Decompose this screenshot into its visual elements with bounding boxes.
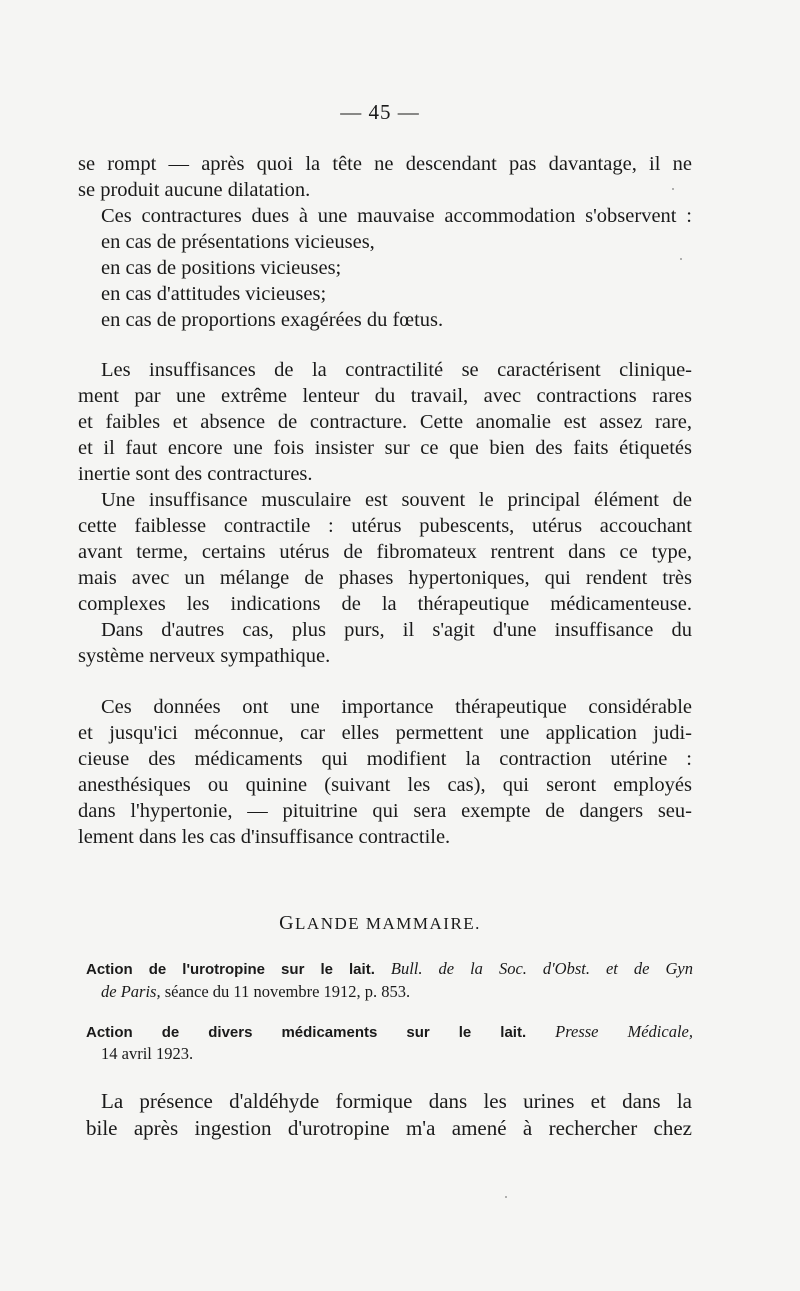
text-line: Ces données ont une importance thérapeutique considérable — [101, 696, 692, 718]
list-item: en cas de proportions exagérées du fœtus. — [101, 309, 444, 331]
text-line: se rompt — après quoi la tête ne descendant pas davantage, il ne — [78, 153, 692, 175]
reference-line — [86, 1021, 693, 1044]
text-line: cieuse des médicaments qui modifient la contraction utérine : — [78, 748, 692, 770]
text-line: Les insuffisances de la contractilité se caractérisent clinique- — [101, 359, 692, 381]
list-item: en cas de présentations vicieuses, — [101, 231, 375, 253]
reference-title: Action de l'urotropine sur le lait. — [86, 961, 375, 978]
text-line: et jusqu'ici méconnue, car elles permettent une application judi- — [78, 722, 692, 744]
scan-speck — [505, 1196, 507, 1198]
page-number: — 45 — — [340, 100, 420, 124]
reference-details: séance du 11 novembre 1912, p. 853. — [164, 982, 411, 1001]
text-line: bile après ingestion d'urotropine m'a amené à rechercher chez — [86, 1116, 692, 1140]
text-line: système nerveux sympathique. — [78, 645, 331, 667]
text-line: anesthésiques ou quinine (suivant les cas), qui seront employés — [78, 774, 692, 796]
section-heading-initial: G — [279, 912, 296, 934]
section-heading — [0, 912, 760, 935]
text-line: dans l'hypertonie, — pituitrine qui sera exempte de dangers seu- — [78, 800, 692, 822]
text-line: Une insuffisance musculaire est souvent le principal élément de — [101, 489, 692, 511]
text-line: La présence d'aldéhyde formique dans les urines et dans la — [101, 1089, 692, 1113]
reference-source: Presse Médicale, — [555, 1022, 694, 1041]
reference-source: de Paris, — [101, 982, 161, 1001]
reference-source: Bull. de la Soc. d'Obst. et de Gyn — [390, 959, 693, 978]
text-line: complexes les indications de la thérapeutique médicamenteuse. — [78, 593, 692, 615]
text-line: se produit aucune dilatation. — [78, 179, 311, 201]
text-line: et il faut encore une fois insister sur ce que bien des faits étiquetés — [78, 437, 692, 459]
text-line: cette faiblesse contractile : utérus pubescents, utérus accouchant — [78, 515, 692, 537]
text-line: lement dans les cas d'insuffisance contractile. — [78, 826, 451, 848]
reference-title: Action de divers médicaments sur le lait. — [86, 1024, 527, 1041]
scan-speck — [672, 188, 674, 190]
text-line: Dans d'autres cas, plus purs, il s'agit d'une insuffisance du — [101, 619, 692, 641]
text-line: avant terme, certains utérus de fibromateux rentrent dans ce type, — [78, 541, 692, 563]
list-item: en cas de positions vicieuses; — [101, 257, 342, 279]
reference-line — [101, 981, 693, 1003]
reference-details: 14 avril 1923. — [101, 1044, 194, 1063]
scan-speck — [680, 258, 682, 260]
section-heading-rest: LANDE MAMMAIRE. — [295, 914, 481, 933]
list-item: en cas d'attitudes vicieuses; — [101, 283, 327, 305]
reference-line — [86, 958, 693, 981]
text-line: mais avec un mélange de phases hypertoniques, qui rendent très — [78, 567, 692, 589]
text-line: inertie sont des contractures. — [78, 463, 313, 485]
text-line: ment par une extrême lenteur du travail, avec contractions rares — [78, 385, 692, 407]
text-line: et faibles et absence de contracture. Cette anomalie est assez rare, — [78, 411, 692, 433]
text-line: Ces contractures dues à une mauvaise accommodation s'observent : — [101, 205, 692, 227]
